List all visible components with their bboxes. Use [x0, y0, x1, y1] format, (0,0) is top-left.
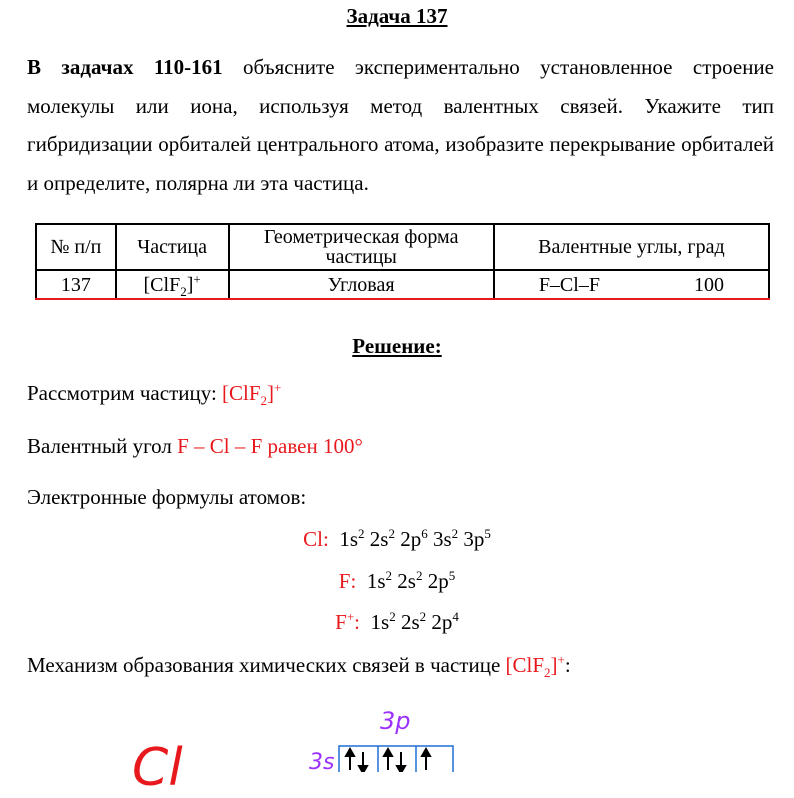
- consider-particle: [ClF$_2$]+: [222, 380, 282, 409]
- mechanism-line: Механизм образования химических связей в частице [ClF$_2$]+:: [27, 652, 571, 681]
- table-row: [36, 270, 769, 299]
- electron-down-arrowhead: [359, 766, 367, 772]
- cell-particle: [ClF$_2$]+: [116, 270, 229, 299]
- electron-up-arrowhead: [422, 749, 430, 756]
- cell-shape: Угловая: [229, 270, 494, 299]
- orbital-boxes: [336, 740, 460, 772]
- angle-name: F–Cl–F: [538, 273, 600, 296]
- header-shape: Геометрическая форма частицы: [229, 224, 494, 270]
- angle-value: 100: [693, 273, 724, 296]
- element-label-cl: Cl: [132, 738, 183, 798]
- angle-line: Валентный угол F – Cl – F равен 100°: [27, 434, 363, 458]
- cell-angles: [494, 270, 769, 299]
- header-particle: Частица: [116, 224, 229, 270]
- task-text: объясните экспериментально установленное строение молекулы или иона, используя метод валентных связей. Укажите тип гибридизации орбиталей центрального атома, изобразите перекрывание орбиталей и определите, полярна ли эта частица.: [27, 55, 774, 195]
- level-3s-label: 3s: [309, 750, 335, 775]
- electron-up-arrowhead: [346, 749, 354, 756]
- angle-value-text: F – Cl – F равен 100°: [177, 434, 363, 458]
- task-range: В задачах 110-161: [27, 55, 223, 79]
- mechanism-particle: [ClF$_2$]+: [505, 652, 565, 681]
- spellcheck-underline: [35, 298, 770, 300]
- consider-line: Рассмотрим частицу: [ClF$_2$]+: [27, 380, 282, 409]
- header-number: № п/п: [36, 224, 116, 270]
- task-description: [27, 48, 774, 202]
- formula-f-plus: F+: $1s^2$ $2s^2$ $2p^4$: [335, 609, 459, 634]
- level-3p-label: 3p: [380, 707, 411, 735]
- formula-cl: Cl: $1s^2$ $2s^2$ $2p^6$ $3s^2$ $3p^5$: [303, 526, 491, 551]
- task-table: [35, 223, 770, 300]
- formula-f: F: $1s^2$ $2s^2$ $2p^5$: [338, 568, 456, 593]
- header-angles: Валентные углы, град: [494, 224, 769, 270]
- cell-number: 137: [36, 270, 116, 299]
- electron-up-arrowhead: [384, 749, 392, 756]
- electron-down-arrowhead: [397, 766, 405, 772]
- task-title: Задача 137: [346, 4, 448, 28]
- formulas-heading: Электронные формулы атомов:: [27, 485, 307, 509]
- table-header-row: [36, 224, 769, 270]
- solution-heading: Решение:: [352, 334, 442, 358]
